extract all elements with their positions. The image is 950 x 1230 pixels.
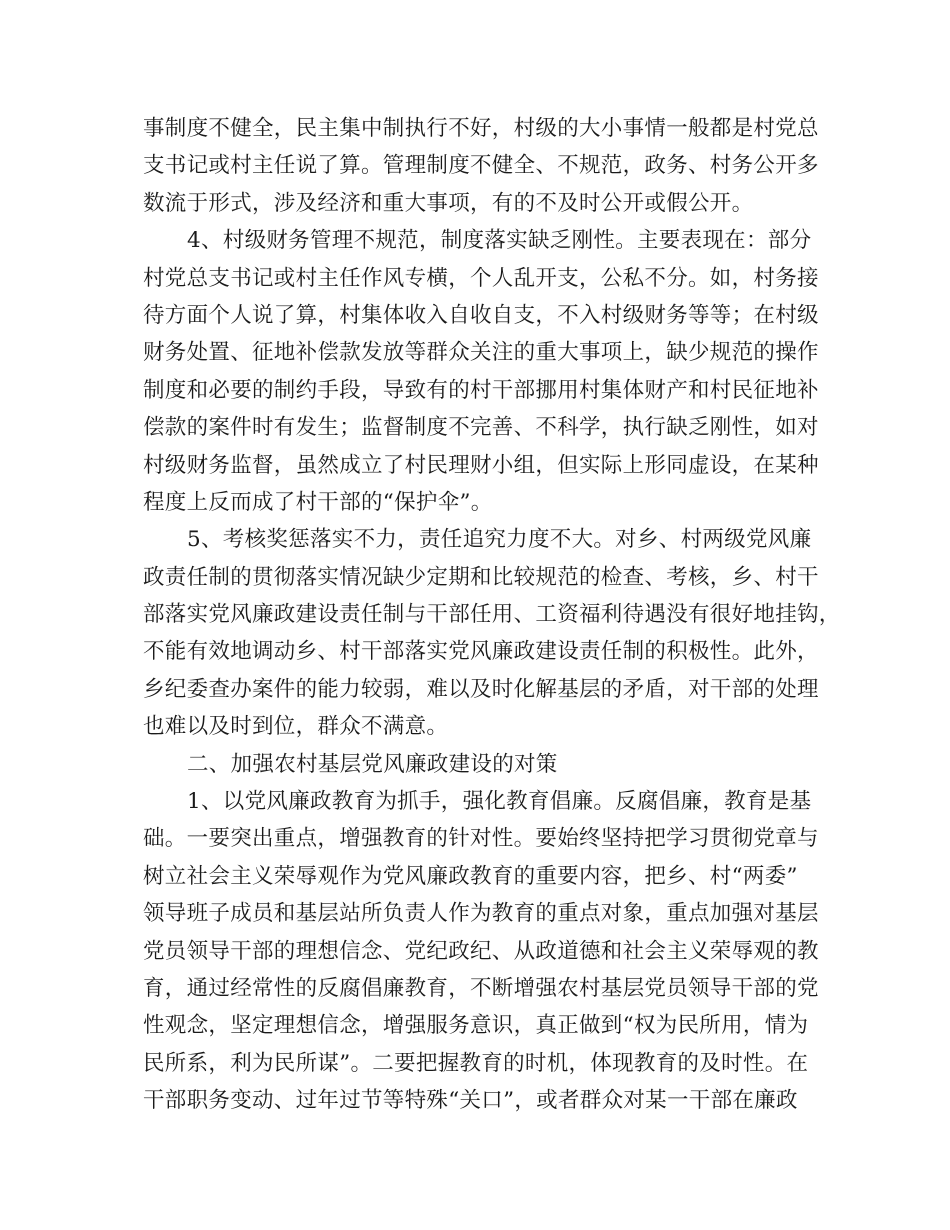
- text-line: 性观念，坚定理想信念，增强服务意识，真正做到“权为民所用，情为: [143, 1013, 809, 1039]
- text-line: 程度上反而成了村干部的“保护伞”。: [143, 489, 493, 515]
- text-line: 部落实党风廉政建设责任制与干部任用、工资福利待遇没有很好地挂钩，: [143, 602, 841, 628]
- text-line: 不能有效地调动乡、村干部落实党风廉政建设责任制的积极性。此外，: [143, 639, 819, 665]
- text-line: 数流于形式，涉及经济和重大事项，有的不及时公开或假公开。: [143, 190, 754, 216]
- text-line: 4、村级财务管理不规范，制度落实缺乏刚性。主要表现在：部分: [187, 228, 812, 254]
- text-line: 偿款的案件时有发生；监督制度不完善、不科学，执行缺乏刚性，如对: [143, 415, 819, 441]
- text-line: 事制度不健全，民主集中制执行不好，村级的大小事情一般都是村党总: [143, 116, 819, 141]
- text-line: 领导班子成员和基层站所负责人作为教育的重点对象，重点加强对基层: [143, 901, 819, 927]
- text-line: 干部职务变动、过年过节等特殊“关口”，或者群众对某一干部在廉政: [143, 1088, 798, 1114]
- text-line: 二、加强农村基层党风廉政建设的对策: [187, 751, 558, 777]
- text-line: 树立社会主义荣辱观作为党风廉政教育的重要内容，把乡、村“两委”: [143, 863, 798, 889]
- text-line: 支书记或村主任说了算。管理制度不健全、不规范，政务、村务公开多: [143, 153, 819, 179]
- text-line: 5、考核奖惩落实不力，责任追究力度不大。对乡、村两级党风廉: [187, 527, 812, 553]
- text-line: 党员领导干部的理想信念、党纪政纪、从政道德和社会主义荣辱观的教: [143, 938, 819, 964]
- text-line: 础。一要突出重点，增强教育的针对性。要始终坚持把学习贯彻党章与: [143, 826, 819, 852]
- text-line: 乡纪委查办案件的能力较弱，难以及时化解基层的矛盾，对干部的处理: [143, 676, 819, 702]
- text-line: 村级财务监督，虽然成立了村民理财小组，但实际上形同虚设，在某种: [143, 452, 819, 478]
- text-line: 村党总支书记或村主任作风专横，个人乱开支，公私不分。如，村务接: [143, 265, 819, 291]
- body-text: [143, 110, 841, 1120]
- text-line: 政责任制的贯彻落实情况缺少定期和比较规范的检查、考核，乡、村干: [143, 564, 819, 590]
- text-line: 民所系，利为民所谋”。二要把握教育的时机，体现教育的及时性。在: [143, 1050, 809, 1076]
- text-line: 制度和必要的制约手段，导致有的村干部挪用村集体财产和村民征地补: [143, 377, 819, 403]
- text-line: 1、以党风廉政教育为抓手，强化教育倡廉。反腐倡廉，教育是基: [187, 789, 812, 815]
- text-line: 也难以及时到位，群众不满意。: [143, 714, 449, 740]
- text-line: 待方面个人说了算，村集体收入自收自支，不入村级财务等等；在村级: [143, 302, 819, 328]
- text-line: 财务处置、征地补偿款发放等群众关注的重大事项上，缺少规范的操作: [143, 340, 819, 366]
- text-line: 育，通过经常性的反腐倡廉教育，不断增强农村基层党员领导干部的党: [143, 975, 819, 1001]
